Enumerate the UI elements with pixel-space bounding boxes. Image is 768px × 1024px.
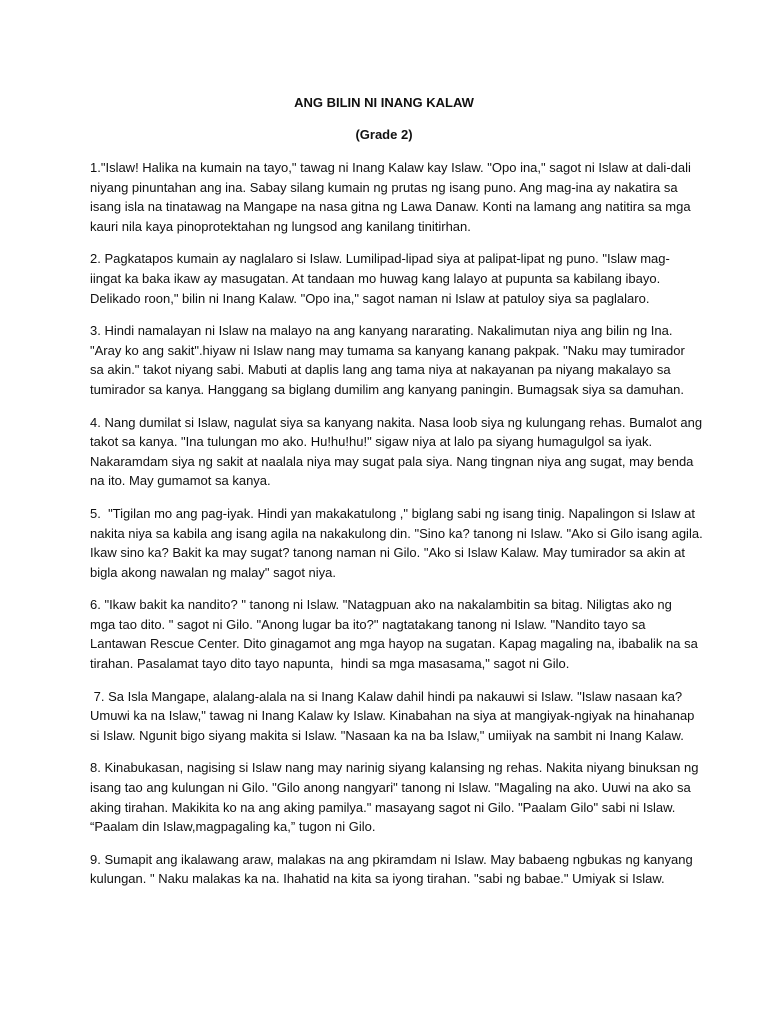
document-body — [90, 158, 703, 902]
paragraph-line: Nakaramdam siya ng sakit at naalala niya may sugat pala siya. Nang tingnan niya ang sugat, may benda — [90, 453, 694, 469]
paragraph-3 — [90, 321, 685, 399]
paragraph-line: Lantawan Rescue Center. Dito ginagamot ang mga hayop na sugatan. Kapag magaling na, ibabalik na sa — [90, 636, 698, 652]
paragraph-line: kulungan. " Naku malakas ka na. Ihahatid na kita sa iyong tirahan. "sabi ng babae." Umiyak si Islaw. — [90, 871, 665, 887]
paragraph-line: nakita niya sa kabila ang isang agila na nakakulong din. "Sino ka? tanong ni Islaw. "Ako si Gilo isang agila. — [90, 525, 703, 541]
paragraph-line: isang tao ang kulungan ni Gilo. "Gilo anong nangyari" tanong ni Islaw. "Magaling na ako. Uuwi na ako sa — [90, 780, 691, 796]
paragraph-line: niyang pinuntahan ang ina. Sabay silang kumain ng prutas ng isang puno. Ang mag-ina ay nakatira sa — [90, 179, 678, 195]
paragraph-1 — [90, 158, 691, 236]
paragraph-5 — [90, 504, 703, 582]
paragraph-2 — [90, 249, 678, 308]
paragraph-line: 2. Pagkatapos kumain ay naglalaro si Islaw. Lumilipad-lipad siya at palipat-lipat ng puno. "Islaw mag- — [90, 251, 670, 267]
paragraph-line: 1."Islaw! Halika na kumain na tayo," tawag ni Inang Kalaw kay Islaw. "Opo ina," sagot ni Islaw at dali-dali — [90, 160, 691, 175]
paragraph-line: 8. Kinabukasan, nagising si Islaw nang may narinig siyang kalansing ng rehas. Nakita niyang binuksan ng — [90, 760, 699, 776]
paragraph-line: na ito. May gumamot sa kanya. — [90, 473, 271, 489]
paragraph-line: si Islaw. Ngunit bigo siyang makita si Islaw. "Nasaan ka na ba Islaw," umiiyak na sambit ni Inang Kalaw. — [90, 727, 684, 743]
paragraph-7 — [90, 687, 695, 746]
paragraph-line: tumirador sa kanya. Hanggang sa biglang dumilim ang kanyang paningin. Bumagsak siya sa damuhan. — [90, 381, 685, 397]
paragraph-line: iingat ka baka ikaw ay masugatan. At tandaan mo huwag kang lalayo at pupunta sa kabilang ibayo. — [90, 270, 661, 286]
paragraph-line: Ikaw sino ka? Bakit ka may sugat? tanong naman ni Gilo. "Ako si Islaw Kalaw. May tumirador sa akin at — [90, 545, 685, 561]
paragraph-line: 3. Hindi namalayan ni Islaw na malayo na ang kanyang nararating. Nakalimutan niya ang bilin ng Ina. — [90, 323, 673, 339]
paragraph-line: 4. Nang dumilat si Islaw, nagulat siya sa kanyang nakita. Nasa loob siya ng kulungang rehas. Bumalot ang — [90, 414, 703, 430]
paragraph-line: aking tirahan. Makikita ko na ang aking pamilya." masayang sagot ni Gilo. "Paalam Gilo" sabi ni Islaw. — [90, 799, 676, 815]
paragraph-line: Umuwi ka na Islaw," tawag ni Inang Kalaw ky Islaw. Kinabahan na siya at mangiyak-ngiyak na hinahanap — [90, 708, 695, 724]
document-subtitle: (Grade 2) — [355, 127, 413, 142]
paragraph-line: sa akin." takot niyang sabi. Mabuti at daplis lang ang tama niya at nakayanan pa niyang makalayo sa — [90, 362, 671, 378]
paragraph-9 — [90, 850, 693, 889]
paragraph-line: isang isla na tinatawag na Mangape na nasa gitna ng Lawa Danaw. Konti na lamang ang natitira sa mga — [90, 199, 691, 215]
paragraph-6 — [90, 595, 698, 673]
paragraph-line: Delikado roon," bilin ni Inang Kalaw. "Opo ina," sagot naman ni Islaw at patuloy siya sa paglalaro. — [90, 290, 650, 306]
paragraph-line: bigla akong nawalan ng malay" sagot niya. — [90, 564, 336, 580]
paragraph-line: 9. Sumapit ang ikalawang araw, malakas na ang pkiramdam ni Islaw. May babaeng ngbukas ng kanyang — [90, 851, 693, 867]
paragraph-line: mga tao dito. " sagot ni Gilo. "Anong lugar ba ito?" nagtatakang tanong ni Islaw. "Nandito tayo sa — [90, 616, 646, 632]
paragraph-8 — [90, 758, 699, 836]
paragraph-line: 7. Sa Isla Mangape, alalang-alala na si Inang Kalaw dahil hindi pa nakauwi si Islaw. "Islaw nasaan ka? — [90, 688, 683, 704]
document-title: ANG BILIN NI INANG KALAW — [294, 95, 474, 110]
paragraph-line: 5. "Tigilan mo ang pag-iyak. Hindi yan makakatulong ," biglang sabi ng isang tinig. Napalingon si Islaw at — [90, 505, 695, 521]
paragraph-4 — [90, 413, 703, 491]
paragraph-line: 6. "Ikaw bakit ka nandito? " tanong ni Islaw. "Natagpuan ako na nakalambitin sa bitag. Niligtas ako ng — [90, 597, 672, 613]
paragraph-line: takot sa kanya. "Ina tulungan mo ako. Hu!hu!hu!" sigaw niya at lalo pa siyang humagulgol sa iyak. — [90, 434, 653, 450]
paragraph-line: tirahan. Pasalamat tayo dito tayo napunta, hindi sa mga masasama," sagot ni Gilo. — [90, 656, 570, 672]
paragraph-line: “Paalam din Islaw,magpagaling ka,” tugon ni Gilo. — [90, 819, 376, 835]
paragraph-line: kauri nila kaya pinoprotektahan ng lungsod ang kanilang tinitirhan. — [90, 218, 471, 234]
paragraph-line: "Aray ko ang sakit".hiyaw ni Islaw nang may tumama sa kanyang kanang pakpak. "Naku may tumirador — [90, 342, 685, 358]
